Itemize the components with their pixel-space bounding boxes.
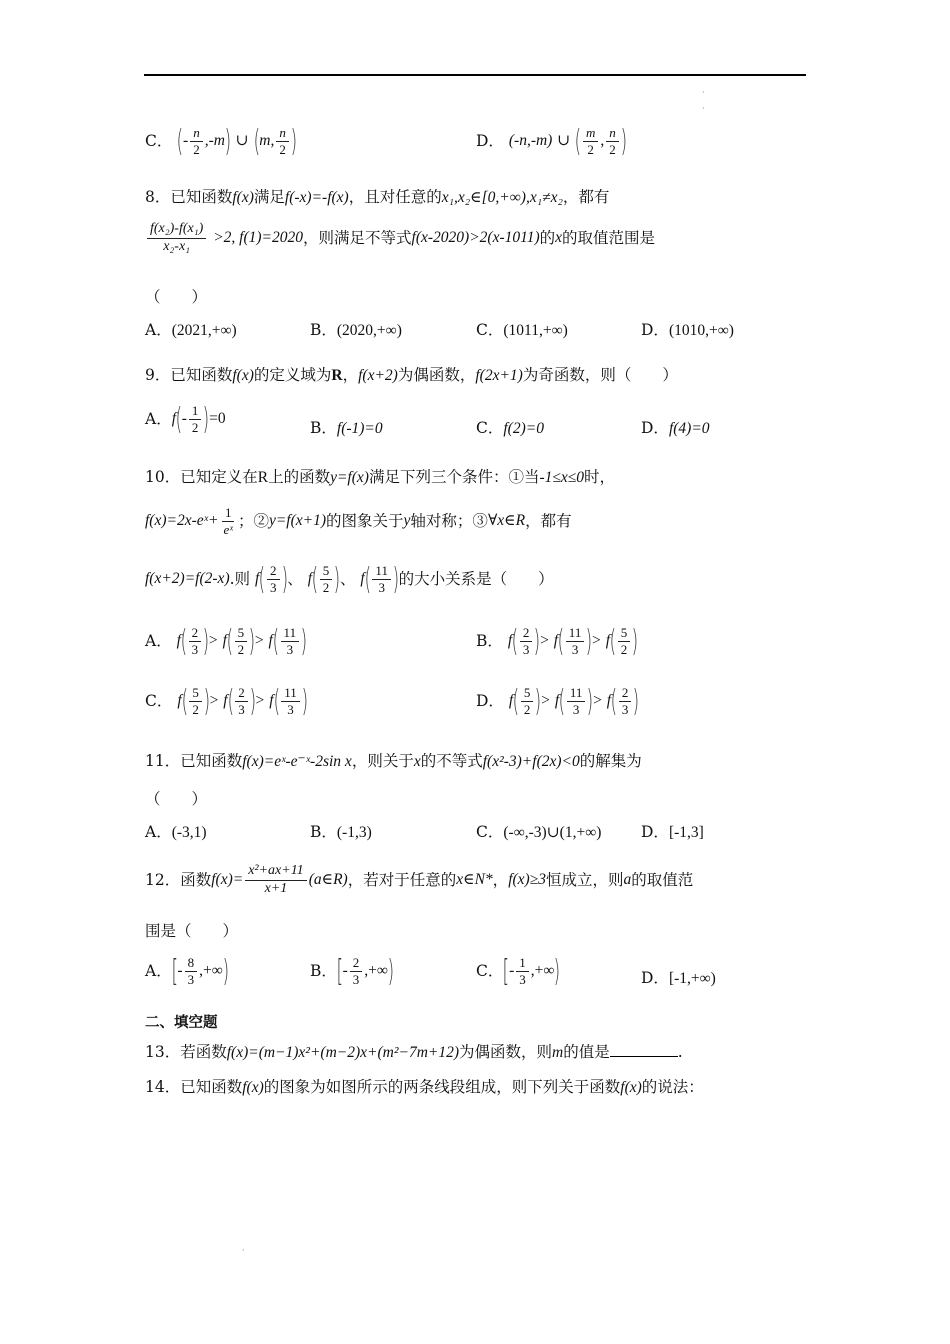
q11-option-a: A．(-3,1) bbox=[145, 823, 207, 841]
q8-option-c: C．(1011,+∞) bbox=[476, 321, 568, 339]
q12-option-c: C．[- $\frac{1}{3}$ ,+∞) bbox=[476, 953, 561, 989]
q13-stem: 13．若函数f(x)=(m−1)x²+(m−2)x+(m²−7m+12)为偶函数，则m的值是 . bbox=[145, 1043, 683, 1061]
q9-option-a: A．f(- $\frac{1}{2}$ )=0 bbox=[145, 401, 226, 437]
q10-option-b: B． f( $\frac{2}{3}$ )> f( $\frac{11}{3}$ )> f( $\frac{5}{2}$ ) bbox=[476, 623, 639, 659]
q12-option-a: A．[- $\frac{8}{3}$ ,+∞) bbox=[145, 953, 229, 989]
q9-option-d: D．f(4)=0 bbox=[641, 419, 710, 437]
q11-option-b: B．(-1,3) bbox=[310, 823, 372, 841]
q10-option-a: A． f( $\frac{2}{3}$ )> f( $\frac{5}{2}$ )> f( $\frac{11}{3}$ ) bbox=[145, 623, 308, 659]
q7-option-c: C． (- $\frac{n}{2}$ ,-m) ∪ (m, $\frac{n}{2}$ ) bbox=[145, 123, 297, 159]
q8-stem: 8．已知函数f(x)满足f(-x)=-f(x)，且对任意的x₁,x₂∈[0,+∞),x₁≠x₂，都有 bbox=[145, 188, 610, 206]
q10-condition-3: f(x+2)=f(2-x).则 f( $\frac{2}{3}$ )、 f( $\frac{5}{2}$ )、 f( $\frac{11}{3}$ )的大小关系是（ ） bbox=[145, 561, 554, 597]
q11-stem: 11．已知函数f(x)=eˣ-e⁻ˣ-2sin x，则关于x的不等式f(x²-3)+f(2x)<0的解集为 bbox=[145, 752, 642, 770]
q12-option-b: B．[- $\frac{2}{3}$ ,+∞) bbox=[310, 953, 395, 989]
q12-option-d: D．[-1,+∞) bbox=[641, 969, 716, 987]
q10-conditions: f(x)=2x-eˣ+ $\frac{1}{\text{eˣ}}$ ；②y=f(x+1)的图象关于y轴对称；③∀x∈R，都有 bbox=[145, 505, 572, 537]
q8-paren: （ ） bbox=[145, 288, 208, 306]
q10-option-c: C． f( $\frac{5}{2}$ )> f( $\frac{2}{3}$ )> f( $\frac{11}{3}$ ) bbox=[145, 683, 308, 719]
q11-option-c: C．(-∞,-3)∪(1,+∞) bbox=[476, 823, 602, 841]
header-rule bbox=[144, 74, 806, 76]
q8-option-d: D．(1010,+∞) bbox=[641, 321, 734, 339]
q11-paren: （ ） bbox=[145, 790, 208, 808]
q8-option-b: B．(2020,+∞) bbox=[310, 321, 402, 339]
q10-stem: 10．已知定义在R上的函数y=f(x)满足下列三个条件：①当-1≤x≤0时， bbox=[145, 468, 616, 486]
dot-mark: · bbox=[702, 88, 705, 97]
answer-blank bbox=[610, 1044, 678, 1057]
dot-mark: · bbox=[702, 104, 705, 113]
q10-option-d: D． f( $\frac{5}{2}$ )> f( $\frac{11}{3}$ )> f( $\frac{2}{3}$ ) bbox=[476, 683, 640, 719]
section-heading: 二、填空题 bbox=[145, 1015, 218, 1031]
q8-option-a: A．(2021,+∞) bbox=[145, 321, 237, 339]
q9-stem: 9．已知函数f(x)的定义域为R，f(x+2)为偶函数，f(2x+1)为奇函数，则（ ） bbox=[145, 366, 678, 384]
q12-stem: 12．函数f(x)= $\frac{\text{x²+ax+11}}{x+1}$ (a∈R)，若对于任意的x∈N*，f(x)≥3恒成立，则a的取值范 bbox=[145, 863, 694, 896]
q9-option-b: B．f(-1)=0 bbox=[310, 419, 383, 437]
q8-condition: $\frac{\text{f(x₂)-f(x₁)}}{\text{x₂-x₁}}$ >2, f(1)=2020，则满足不等式f(x-2020)>2(x-1011)的x的取值范围是 bbox=[145, 222, 655, 254]
q11-option-d: D．[-1,3] bbox=[641, 823, 704, 841]
q12-stem-cont: 围是（ ） bbox=[145, 922, 239, 940]
q7-option-d: D． (-n,-m) ∪ ( $\frac{m}{2}$ , $\frac{n}{2}$ ) bbox=[476, 123, 627, 159]
q14-stem: 14．已知函数f(x)的图象为如图所示的两条线段组成，则下列关于函数f(x)的说法： bbox=[145, 1078, 704, 1096]
dot-mark: · bbox=[242, 1246, 245, 1255]
q9-option-c: C．f(2)=0 bbox=[476, 419, 544, 437]
